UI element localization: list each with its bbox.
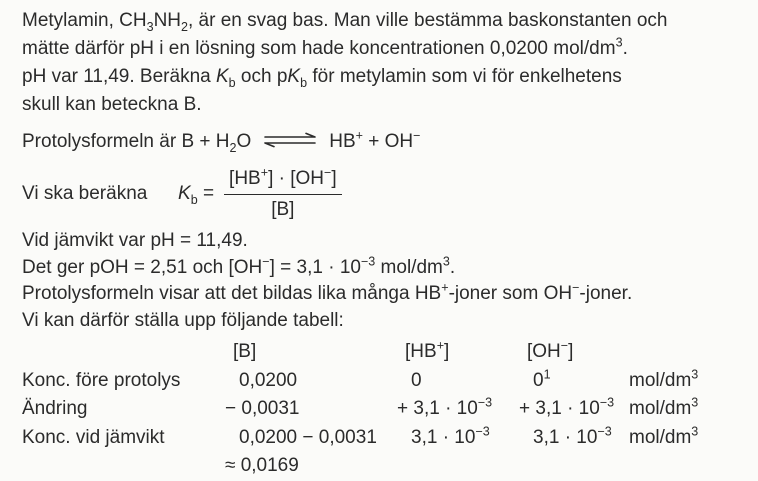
- kb-formula: [22, 163, 738, 225]
- body-line-2: Det ger pOH = 2,51 och $[OH^-] = 3,1 \cdot 10^{-3}$ mol/$dm^3$.: [22, 254, 456, 278]
- intro-line-4: skull kan beteckna B.: [22, 94, 202, 115]
- ice-cell-unit: mol/$dm^3$: [629, 367, 699, 391]
- equilibrium-arrows-icon: [262, 129, 318, 157]
- intro-line-3: pH var 11,49. Beräkna $K_b$ och $pK_b$ för metylamin som vi för enkelhetens: [22, 66, 622, 90]
- ice-cell-unit: mol/$dm^3$: [629, 395, 699, 419]
- ice-table: [22, 338, 738, 481]
- ice-cell-b: ≈ 0,0169: [225, 455, 299, 476]
- ice-row-label: Konc. vid jämvikt: [22, 426, 165, 448]
- protolysis-equation: [22, 128, 738, 156]
- ice-row-label: [22, 452, 225, 481]
- ice-cell-b: − 0,0031: [225, 398, 300, 419]
- ice-cell-oh: $3,1 \cdot 10^{-3}$: [533, 424, 612, 448]
- ice-cell-unit: mol/$dm^3$: [629, 424, 699, 448]
- kb-fraction-denominator: [B]: [271, 198, 295, 220]
- explanation-paragraph: [22, 228, 738, 334]
- kb-fraction-numerator: [HB+] · [OH−]: [224, 166, 342, 195]
- ice-cell-oh: [519, 452, 629, 481]
- body-line-3: Protolysformeln visar att det bildas lika många HB+-joner som OH−-joner.: [22, 280, 633, 304]
- intro-line-1: Metylamin, $CH_3NH_2$, är en svag bas. Man ville bestämma baskonstanten och: [22, 10, 668, 34]
- ice-cell-oh: $0^1$: [533, 367, 551, 391]
- body-line-4: Vi kan därför ställa upp följande tabell:: [22, 309, 344, 331]
- ice-cell-hb: + $3,1 \cdot 10^{-3}$: [397, 395, 493, 419]
- kb-formula-lead: Vi ska beräkna: [22, 183, 148, 204]
- ice-header-label: [22, 338, 225, 367]
- protolysis-right-side: HB+ + OH−: [329, 128, 421, 152]
- ice-cell-unit: [629, 452, 715, 481]
- ice-cell-b: 0,0200 − 0,0031: [239, 426, 377, 448]
- ice-cell-hb: $3,1 \cdot 10^{-3}$: [411, 424, 490, 448]
- ice-header-oh: [OH−]: [527, 338, 574, 362]
- ice-row-label: Ändring: [22, 398, 88, 419]
- kb-formula-lhs: $K_b$ =: [178, 183, 215, 207]
- ice-row-label: Konc. före protolys: [22, 369, 181, 391]
- ice-cell-oh: + $3,1 \cdot 10^{-3}$: [519, 395, 615, 419]
- ice-header-unit: [629, 338, 715, 367]
- ice-cell-hb: 0: [411, 369, 422, 391]
- intro-line-2: mätte därför pH i en lösning som hade koncentrationen 0,0200 mol/$dm^3$.: [22, 35, 628, 59]
- ice-cell-hb: [397, 452, 519, 481]
- body-line-1: Vid jämvikt var pH = 11,49.: [22, 230, 248, 251]
- ice-header-hb: [HB+]: [405, 338, 450, 362]
- intro-paragraph: [22, 7, 738, 119]
- protolysis-left-side: Protolysformeln är $B + H_2O$: [22, 131, 252, 155]
- kb-fraction: [224, 166, 342, 223]
- ice-header-b: [B]: [233, 341, 257, 362]
- ice-cell-b: 0,0200: [239, 369, 298, 391]
